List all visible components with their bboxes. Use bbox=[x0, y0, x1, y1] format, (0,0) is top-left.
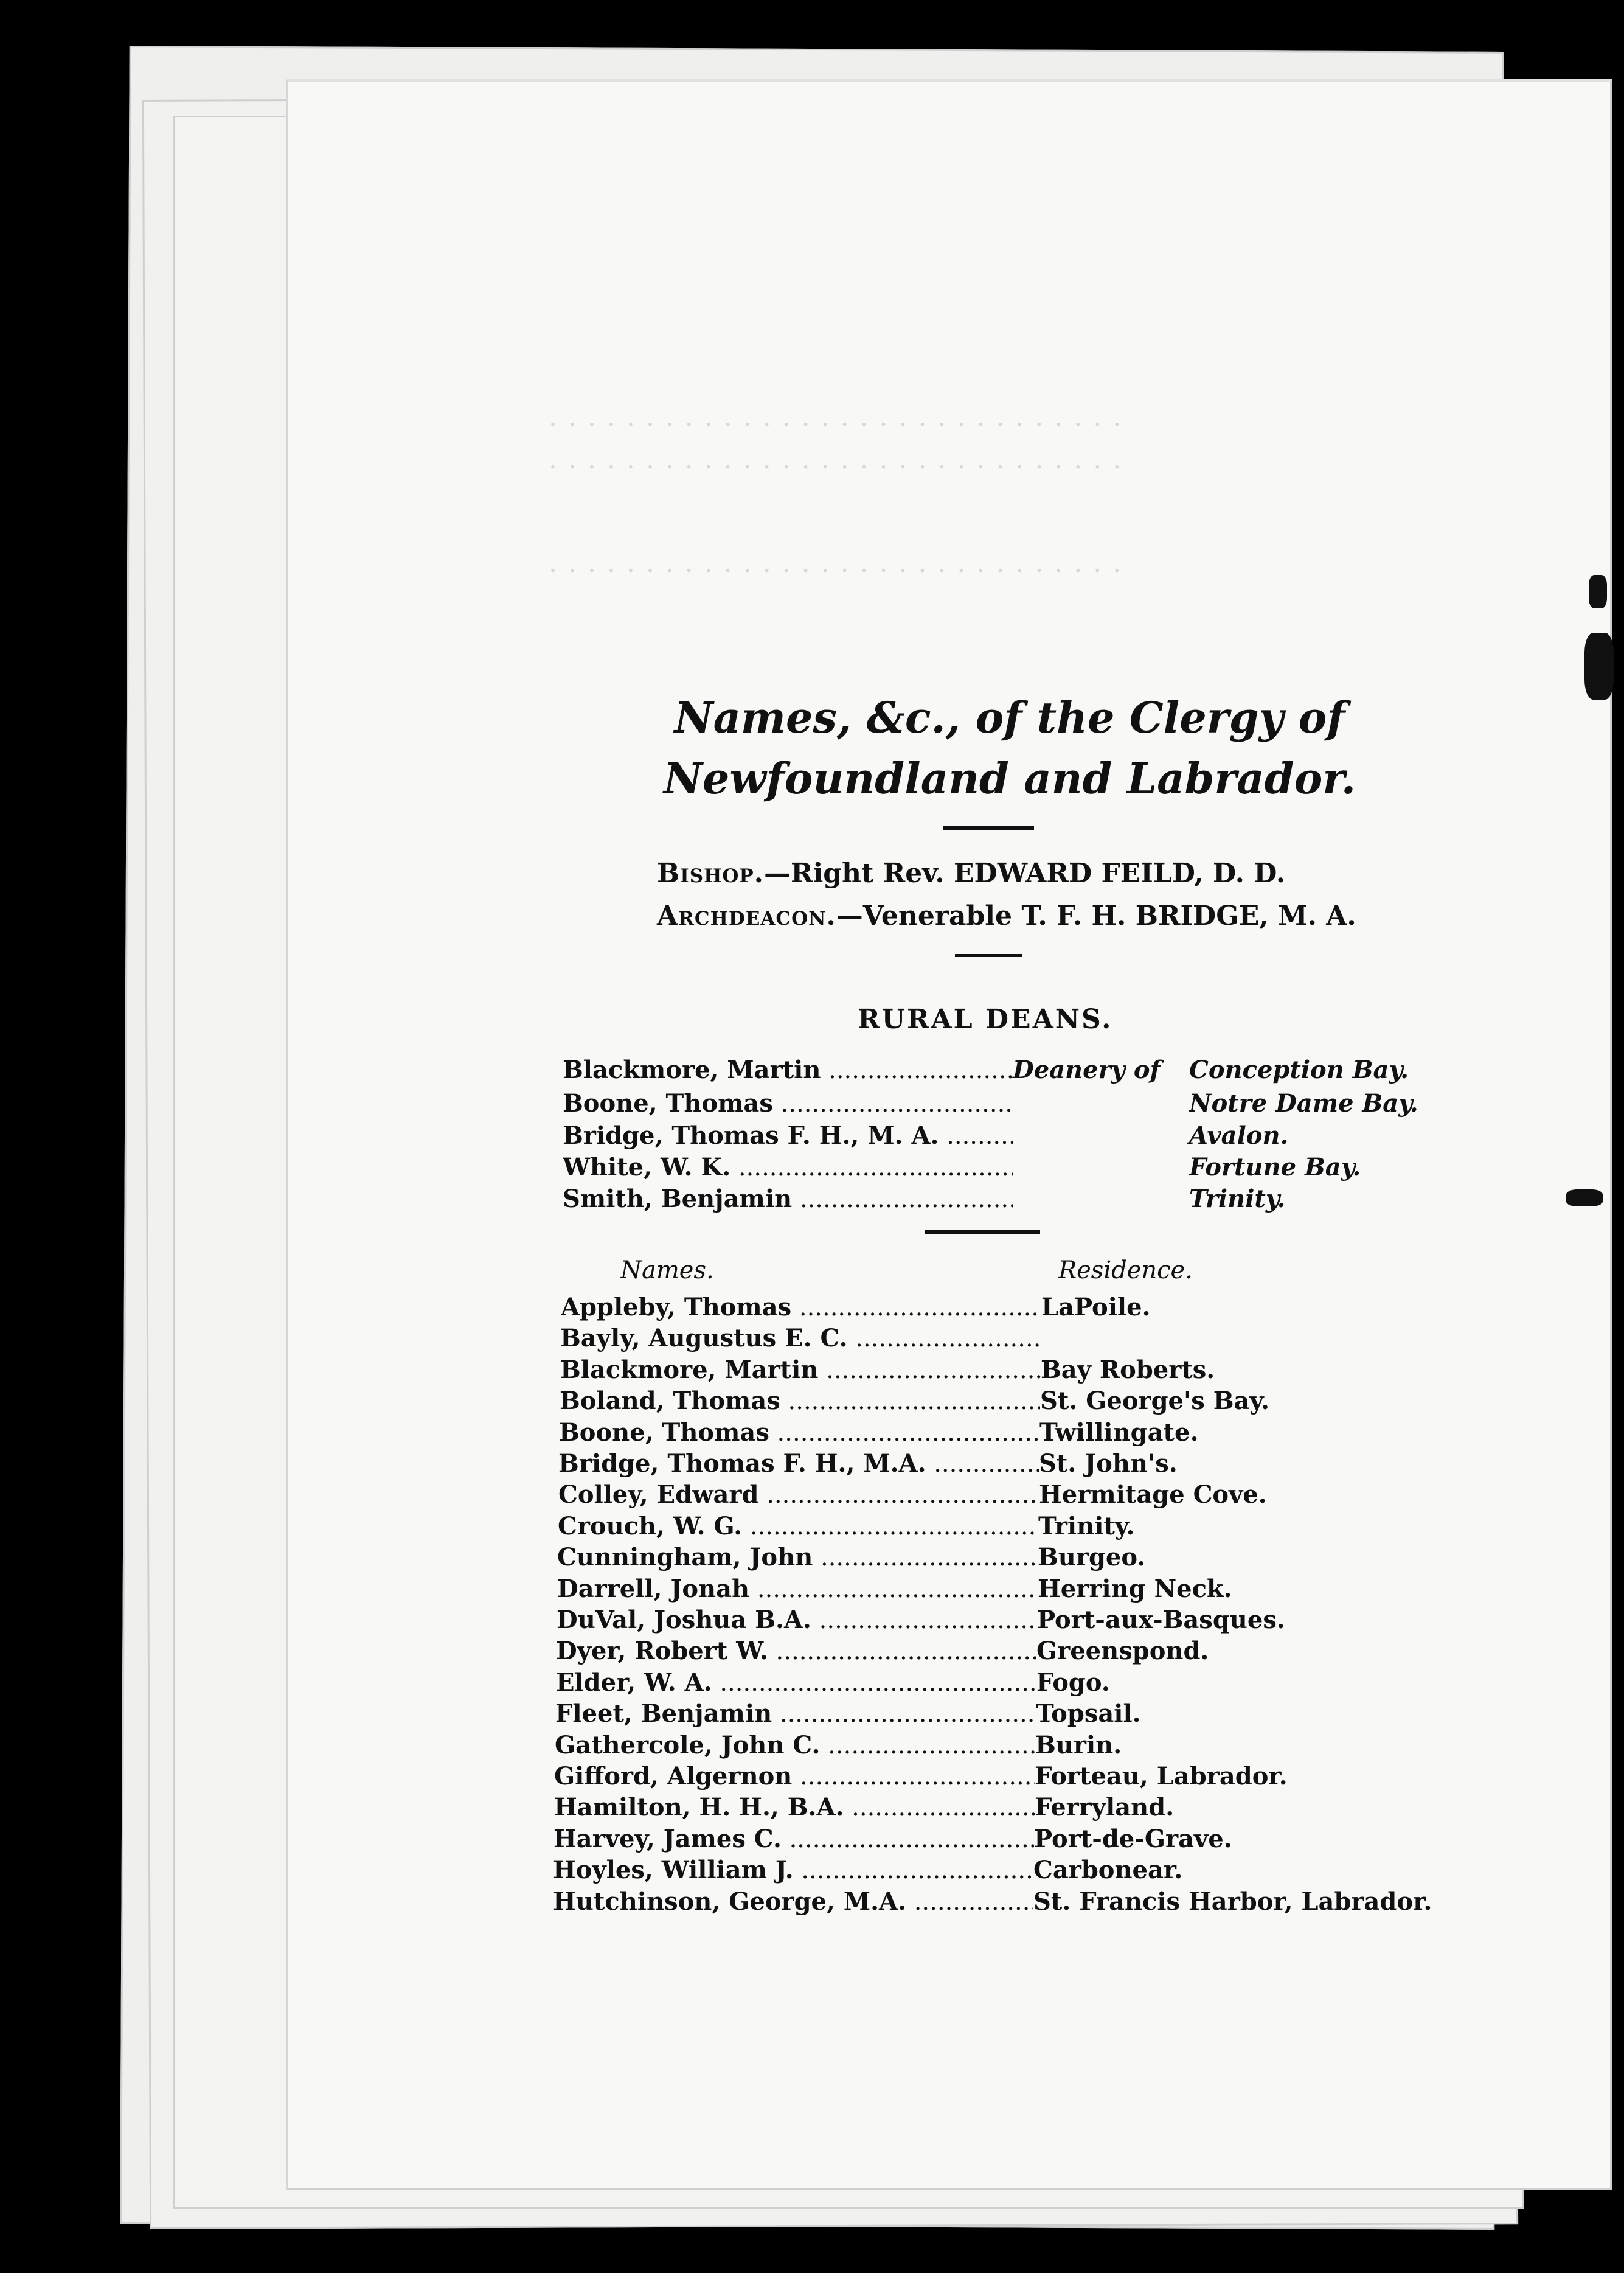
clergy-residence: Bay Roberts. bbox=[1041, 1356, 1215, 1384]
dean-name: Bridge, Thomas F. H., M. A. ..... bbox=[563, 1121, 1013, 1150]
clergy-row bbox=[560, 1387, 1269, 1415]
clergy-row bbox=[560, 1356, 1215, 1384]
clergy-row bbox=[554, 1793, 1174, 1822]
clergy-row bbox=[560, 1324, 1041, 1352]
clergy-name: Elder, W. A. ..... bbox=[556, 1668, 1036, 1697]
clergy-name: Boland, Thomas ..... bbox=[560, 1387, 1040, 1415]
officer-name: —Venerable T. F. H. BRIDGE, M. A. bbox=[836, 900, 1356, 931]
dean-area: Trinity. bbox=[1189, 1185, 1286, 1213]
dean-area: Fortune Bay. bbox=[1189, 1153, 1361, 1182]
deans-rule bbox=[925, 1230, 1040, 1234]
clergy-residence: Hermitage Cove. bbox=[1039, 1480, 1267, 1509]
clergy-residence: St. George's Bay. bbox=[1040, 1387, 1269, 1415]
title-rule bbox=[943, 826, 1034, 830]
clergy-row bbox=[553, 1856, 1182, 1884]
names-column-header: Names. bbox=[620, 1256, 714, 1284]
clergy-residence: Burin. bbox=[1035, 1731, 1122, 1760]
clergy-row bbox=[553, 1887, 1432, 1916]
dean-row bbox=[563, 1185, 1285, 1213]
clergy-name: Blackmore, Martin ..... bbox=[560, 1356, 1041, 1384]
clergy-name: Bayly, Augustus E. C. ..... bbox=[560, 1324, 1041, 1352]
clergy-name: Fleet, Benjamin ..... bbox=[555, 1699, 1036, 1728]
clergy-name: Bridge, Thomas F. H., M.A. ..... bbox=[558, 1449, 1039, 1478]
clergy-residence: St. John's. bbox=[1039, 1449, 1178, 1478]
dean-name: Blackmore, Martin ..... bbox=[563, 1056, 1013, 1084]
clergy-name: Gifford, Algernon ..... bbox=[554, 1762, 1035, 1791]
clergy-residence: St. Francis Harbor, Labrador. bbox=[1033, 1887, 1432, 1916]
clergy-name: Hoyles, William J. ..... bbox=[553, 1856, 1033, 1884]
clergy-residence: Port-de-Grave. bbox=[1034, 1825, 1232, 1853]
clergy-residence: Fogo. bbox=[1036, 1668, 1110, 1697]
clergy-residence: Greenspond. bbox=[1036, 1637, 1209, 1665]
clergy-residence: Twillingate. bbox=[1039, 1418, 1199, 1447]
clergy-residence: Burgeo. bbox=[1038, 1543, 1146, 1572]
clergy-residence: Port-aux-Basques. bbox=[1037, 1606, 1285, 1634]
officer-role: Archdeacon. bbox=[657, 900, 836, 931]
clergy-residence: LaPoile. bbox=[1041, 1293, 1151, 1321]
clergy-residence: Carbonear. bbox=[1033, 1856, 1183, 1884]
dean-deanery bbox=[1013, 1089, 1189, 1118]
clergy-name: Darrell, Jonah ..... bbox=[557, 1575, 1038, 1603]
clergy-residence: Trinity. bbox=[1038, 1512, 1135, 1540]
clergy-row bbox=[558, 1480, 1267, 1509]
clergy-name: Boone, Thomas ..... bbox=[559, 1418, 1039, 1447]
clergy-row bbox=[557, 1543, 1145, 1572]
clergy-residence: Herring Neck. bbox=[1038, 1575, 1232, 1603]
clergy-name: Dyer, Robert W. ..... bbox=[556, 1637, 1036, 1665]
clergy-residence: Forteau, Labrador. bbox=[1035, 1762, 1288, 1791]
dean-name: Boone, Thomas ..... bbox=[563, 1089, 1013, 1118]
clergy-row bbox=[561, 1293, 1151, 1321]
dean-row bbox=[563, 1056, 1409, 1084]
clergy-name: Harvey, James C. ..... bbox=[553, 1825, 1034, 1853]
clergy-name: Crouch, W. G. ..... bbox=[558, 1512, 1038, 1540]
bleed-through-text: . . . . . . . . . . . . . . . . . . . . . . . . . . . . . . bbox=[547, 402, 1122, 433]
dean-area: Conception Bay. bbox=[1189, 1056, 1409, 1084]
clergy-row bbox=[558, 1512, 1134, 1540]
dean-deanery bbox=[1013, 1121, 1189, 1150]
dean-row bbox=[563, 1121, 1288, 1150]
bishop-line bbox=[657, 858, 1285, 889]
dean-area: Notre Dame Bay. bbox=[1189, 1089, 1418, 1118]
bleed-through-text: . . . . . . . . . . . . . . . . . . . . . . . . . . . . . . bbox=[547, 444, 1122, 475]
clergy-row bbox=[553, 1825, 1232, 1853]
bleed-through-text: . . . . . . . . . . . . . . . . . . . . . . . . . . . . . . bbox=[547, 548, 1122, 579]
clergy-residence: Ferryland. bbox=[1035, 1793, 1175, 1822]
clergy-name: DuVal, Joshua B.A. ..... bbox=[557, 1606, 1037, 1634]
clergy-name: Colley, Edward ..... bbox=[558, 1480, 1039, 1509]
dean-row bbox=[563, 1089, 1418, 1118]
dean-area: Avalon. bbox=[1189, 1121, 1289, 1150]
clergy-name: Appleby, Thomas ..... bbox=[561, 1293, 1041, 1321]
clergy-row bbox=[554, 1762, 1288, 1791]
officer-name: —Right Rev. EDWARD FEILD, D. D. bbox=[764, 858, 1286, 889]
dean-deanery bbox=[1013, 1153, 1189, 1182]
rural-deans-heading: RURAL DEANS. bbox=[858, 1004, 1113, 1035]
clergy-row bbox=[556, 1637, 1209, 1665]
dean-name: Smith, Benjamin ..... bbox=[563, 1185, 1013, 1213]
clergy-row bbox=[557, 1606, 1285, 1634]
clergy-row bbox=[555, 1699, 1141, 1728]
clergy-row bbox=[556, 1668, 1110, 1697]
dean-deanery bbox=[1013, 1185, 1189, 1213]
clergy-row bbox=[559, 1418, 1198, 1447]
clergy-name: Gathercole, John C. ..... bbox=[555, 1731, 1035, 1760]
clergy-row bbox=[557, 1575, 1232, 1603]
clergy-row bbox=[555, 1731, 1122, 1760]
archdeacon-line bbox=[657, 900, 1356, 931]
dean-row bbox=[563, 1153, 1361, 1182]
officers-rule bbox=[955, 954, 1022, 957]
page-title: Names, &c., of the Clergy of Newfoundland and Labrador. bbox=[663, 692, 1356, 804]
clergy-row bbox=[558, 1449, 1178, 1478]
clergy-residence: Topsail. bbox=[1036, 1699, 1141, 1728]
dean-name: White, W. K. ..... bbox=[563, 1153, 1013, 1182]
dean-deanery: Deanery of bbox=[1013, 1056, 1161, 1084]
clergy-name: Hutchinson, George, M.A. ..... bbox=[553, 1887, 1033, 1916]
residence-column-header: Residence. bbox=[1058, 1256, 1193, 1284]
clergy-name: Hamilton, H. H., B.A. ..... bbox=[554, 1793, 1035, 1822]
clergy-name: Cunningham, John ..... bbox=[557, 1543, 1038, 1572]
officer-role: Bishop. bbox=[657, 858, 764, 889]
